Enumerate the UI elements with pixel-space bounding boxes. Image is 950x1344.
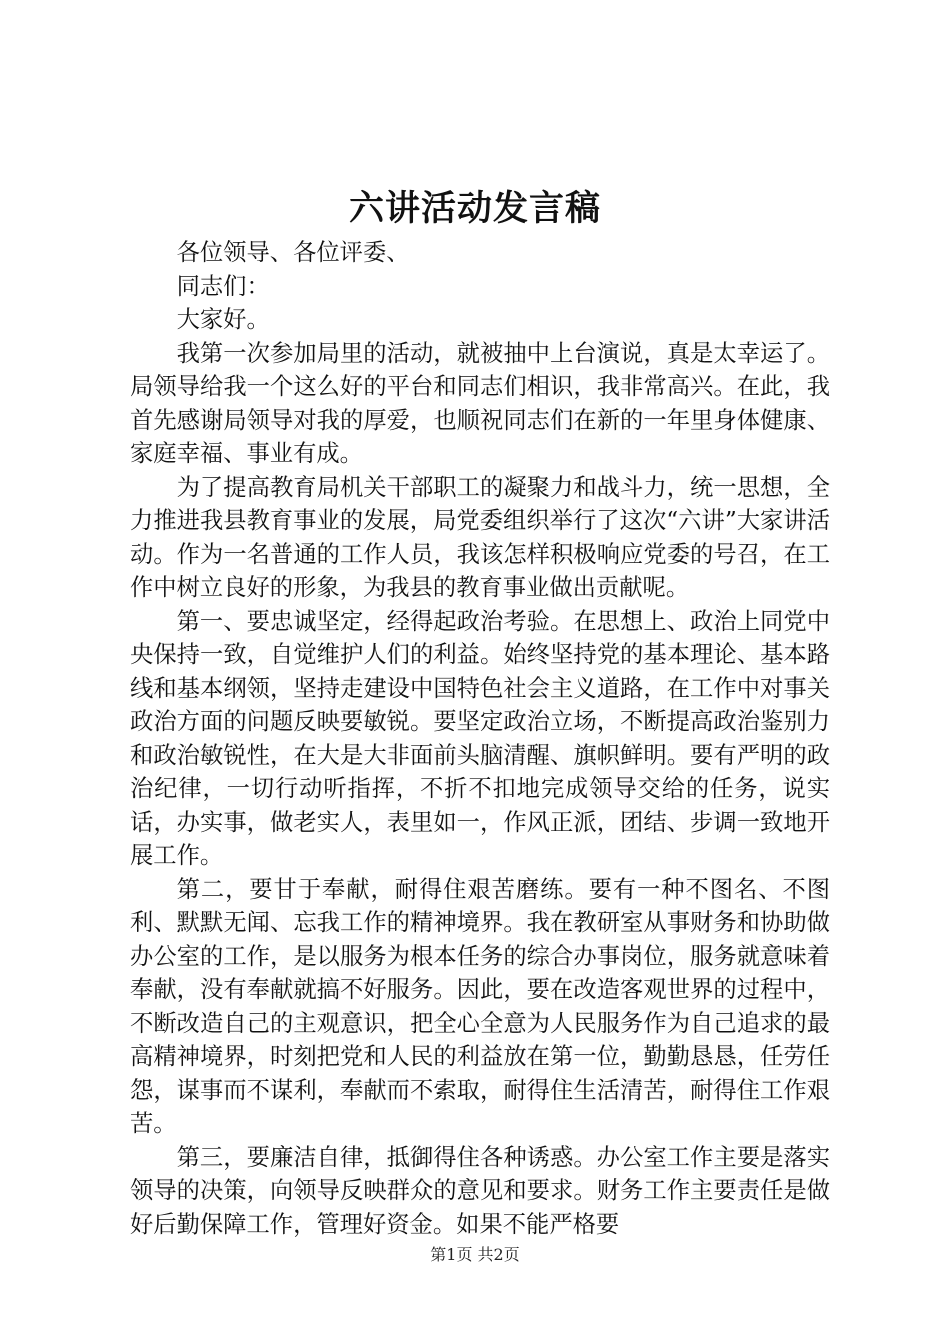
document-title: 六讲活动发言稿 [348, 188, 601, 229]
body-paragraph: 第二，要甘于奉献，耐得住艰苦磨练。要有一种不图名、不图利、默默无闻、忘我工作的精神境界。我在教研室从事财务和协助做办公室的工作，是以服务为根本任务的综合办事岗位，服务就意味着奉献，没有奉献就搞不好服务。因此，要在改造客观世界的过程中，不断改造自己的主观意识，把全心全意为人民服务作为自己追求的最高精神境界，时刻把党和人民的利益放在第一位，勤勤恳恳，任劳任怨，谋事而不谋利，奉献而不索取，耐得住生活清苦，耐得住工作艰苦。 [130, 875, 830, 1137]
body-paragraph: 第一、要忠诚坚定，经得起政治考验。在思想上、政治上同党中央保持一致，自觉维护人们的利益。始终坚持党的基本理论、基本路线和基本纲领，坚持走建设中国特色社会主义道路，在工作中对事关政治方面的问题反映要敏锐。要坚定政治立场，不断提高政治鉴别力和政治敏锐性，在大是大非面前头脑清醒、旗帜鲜明。要有严明的政治纪律，一切行动听指挥，不折不扣地完成领导交给的任务，说实话，办实事，做老实人，表里如一，作风正派，团结、步调一致地开展工作。 [130, 607, 830, 869]
document-body [130, 236, 830, 1241]
body-paragraph: 第三，要廉洁自律，抵御得住各种诱惑。办公室工作主要是落实领导的决策，向领导反映群众的意见和要求。财务工作主要责任是做好后勤保障工作，管理好资金。如果不能严格要 [130, 1143, 830, 1238]
salutation-line-1: 各位领导、各位评委、 [176, 239, 410, 266]
body-paragraph: 为了提高教育局机关干部职工的凝聚力和战斗力，统一思想，全力推进我县教育事业的发展，局党委组织举行了这次“六讲”大家讲活动。作为一名普通的工作人员，我该怎样积极响应党委的号召，在工作中树立良好的形象，为我县的教育事业做出贡献呢。 [130, 473, 830, 601]
body-paragraph: 我第一次参加局里的活动，就被抽中上台演说，真是太幸运了。局领导给我一个这么好的平台和同志们相识，我非常高兴。在此，我首先感谢局领导对我的厚爱，也顺祝同志们在新的一年里身体健康、家庭幸福、事业有成。 [130, 339, 830, 467]
page-number-footer: 第1页 共2页 [430, 1245, 520, 1264]
greeting-line: 大家好。 [176, 306, 270, 333]
salutation-line-2: 同志们： [176, 272, 270, 300]
